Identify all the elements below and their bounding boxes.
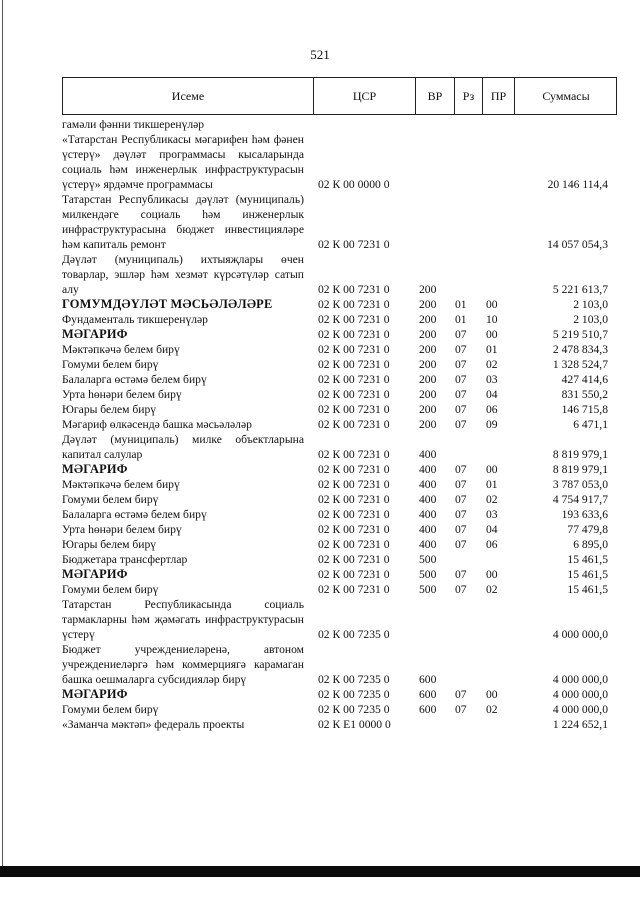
row-rz: 07 [455, 403, 467, 416]
row-vr: 200 [419, 283, 437, 296]
row-name: Урта һөнәри белем бирү [62, 388, 182, 401]
table-row [62, 552, 617, 567]
row-pr: 10 [486, 313, 498, 326]
row-pr: 02 [486, 703, 498, 716]
row-rz: 07 [455, 583, 467, 596]
row-vr: 600 [419, 688, 437, 701]
row-sum: 3 787 053,0 [552, 478, 608, 491]
row-sum: 5 221 613,7 [552, 283, 608, 296]
row-name: Мәгариф өлкәсендә башка мәсьәләләр [62, 418, 252, 431]
row-csr: 02 К 00 7231 0 [318, 313, 390, 326]
row-rz: 07 [455, 703, 467, 716]
row-vr: 500 [419, 553, 437, 566]
row-sum: 146 715,8 [561, 403, 608, 416]
row-pr: 03 [486, 373, 498, 386]
table-row [62, 297, 617, 312]
row-rz: 01 [455, 313, 467, 326]
row-vr: 500 [419, 568, 437, 581]
row-name: Фундаменталь тикшеренүләр [62, 313, 208, 326]
row-sum: 4 754 917,7 [552, 493, 608, 506]
scan-footer-bar [0, 866, 640, 877]
row-csr: 02 К 00 7231 0 [318, 343, 390, 356]
row-name: «Татарстан Республикасы мәгарифен һәм фәнен үстерү» дәүләт программасы кысаларында социаль һәм инженерлык инфраструктурасын үстерү» ярдәмче программасы [62, 133, 304, 191]
row-name: Гомуми белем бирү [62, 358, 159, 371]
row-name: ГОМУМДӘҮЛӘТ МӘСЬӘЛӘЛӘРЕ [62, 297, 273, 311]
row-csr: 02 К 00 7231 0 [318, 493, 390, 506]
header-sum: Суммасы [514, 78, 617, 114]
row-sum: 427 414,6 [561, 373, 608, 386]
row-csr: 02 К 00 7231 0 [318, 328, 390, 341]
table-row [62, 357, 617, 372]
row-name: Гомуми белем бирү [62, 583, 159, 596]
row-sum: 4 000 000,0 [552, 628, 608, 641]
row-name: Мәктәпкәчә белем бирү [62, 478, 180, 491]
row-name: Бюджетара трансфертлар [62, 553, 188, 566]
row-pr: 02 [486, 493, 498, 506]
row-vr: 600 [419, 673, 437, 686]
row-rz: 07 [455, 388, 467, 401]
row-csr: 02 К 00 7231 0 [318, 388, 390, 401]
row-csr: 02 К 00 7231 0 [318, 403, 390, 416]
row-rz: 07 [455, 463, 467, 476]
row-sum: 77 479,8 [567, 523, 608, 536]
row-rz: 07 [455, 478, 467, 491]
row-name: Югары белем бирү [62, 403, 157, 416]
row-pr: 06 [486, 403, 498, 416]
row-csr: 02 К 00 7231 0 [318, 538, 390, 551]
row-rz: 07 [455, 373, 467, 386]
row-sum: 1 224 652,1 [552, 718, 608, 731]
row-pr: 00 [486, 568, 498, 581]
row-vr: 200 [419, 388, 437, 401]
row-sum: 15 461,5 [567, 568, 608, 581]
table-row [62, 117, 617, 132]
table-row [62, 252, 617, 297]
row-pr: 02 [486, 583, 498, 596]
row-csr: 02 К 00 7235 0 [318, 703, 390, 716]
row-name: МӘГАРИФ [62, 687, 128, 701]
table-row [62, 417, 617, 432]
table-row [62, 477, 617, 492]
row-vr: 400 [419, 508, 437, 521]
page-number: 521 [310, 47, 330, 62]
row-pr: 06 [486, 538, 498, 551]
row-csr: 02 К 00 7231 0 [318, 523, 390, 536]
row-csr: 02 К 00 0000 0 [318, 178, 390, 191]
table-row [62, 492, 617, 507]
row-vr: 400 [419, 523, 437, 536]
table-row [62, 327, 617, 342]
table-row [62, 387, 617, 402]
row-csr: 02 К 00 7231 0 [318, 298, 390, 311]
row-csr: 02 К 00 7231 0 [318, 463, 390, 476]
table-row [62, 312, 617, 327]
row-name: Балаларга өстәмә белем бирү [62, 373, 207, 386]
row-rz: 07 [455, 508, 467, 521]
row-pr: 00 [486, 328, 498, 341]
row-csr: 02 К 00 7231 0 [318, 553, 390, 566]
row-csr: 02 К 00 7231 0 [318, 478, 390, 491]
row-vr: 200 [419, 313, 437, 326]
row-pr: 03 [486, 508, 498, 521]
row-csr: 02 К 00 7231 0 [318, 583, 390, 596]
row-name: МӘГАРИФ [62, 462, 128, 476]
header-rz: Рз [454, 78, 482, 114]
row-vr: 400 [419, 493, 437, 506]
row-sum: 8 819 979,1 [552, 448, 608, 461]
row-pr: 00 [486, 298, 498, 311]
row-csr: 02 К Е1 0000 0 [318, 718, 391, 731]
table-row [62, 537, 617, 552]
row-name: Гомуми белем бирү [62, 703, 159, 716]
table-row [62, 462, 617, 477]
table-row [62, 342, 617, 357]
row-pr: 09 [486, 418, 498, 431]
row-pr: 01 [486, 343, 498, 356]
table-row [62, 372, 617, 387]
header-vr: ВР [415, 78, 454, 114]
row-csr: 02 К 00 7235 0 [318, 688, 390, 701]
row-csr: 02 К 00 7231 0 [318, 448, 390, 461]
row-pr: 01 [486, 478, 498, 491]
table-row [62, 507, 617, 522]
row-rz: 07 [455, 568, 467, 581]
row-name: Дәүләт (муниципаль) ихтыяҗлары өчен товарлар, эшләр һәм хезмәт күрсәтүләр сатып алу [62, 253, 304, 296]
row-sum: 831 550,2 [561, 388, 608, 401]
row-rz: 07 [455, 688, 467, 701]
row-pr: 02 [486, 358, 498, 371]
row-csr: 02 К 00 7235 0 [318, 673, 390, 686]
table-row [62, 132, 617, 192]
row-csr: 02 К 00 7231 0 [318, 238, 390, 251]
row-name: Татарстан Республикасы дәүләт (муниципаль) милкендәге социаль һәм инженерлык инфраструктурасына бюджет инвестицияләре һәм капиталь ремонт [62, 193, 304, 251]
row-sum: 4 000 000,0 [552, 673, 608, 686]
row-name: МӘГАРИФ [62, 567, 128, 581]
scan-margin-line [2, 0, 3, 868]
row-vr: 400 [419, 538, 437, 551]
row-name: гамәли фәнни тикшеренүләр [62, 118, 205, 131]
row-rz: 07 [455, 343, 467, 356]
table-row [62, 402, 617, 417]
header-csr: ЦСР [313, 78, 415, 114]
row-sum: 20 146 114,4 [547, 178, 608, 191]
row-rz: 07 [455, 538, 467, 551]
table-row [62, 192, 617, 252]
row-csr: 02 К 00 7231 0 [318, 373, 390, 386]
row-sum: 1 328 524,7 [552, 358, 608, 371]
row-vr: 200 [419, 418, 437, 431]
row-vr: 500 [419, 583, 437, 596]
row-name: Мәктәпкәчә белем бирү [62, 343, 180, 356]
header-pr: ПР [482, 78, 514, 114]
row-vr: 600 [419, 703, 437, 716]
row-rz: 07 [455, 418, 467, 431]
row-name: Дәүләт (муниципаль) милке объектларына капитал салулар [62, 433, 304, 461]
row-sum: 2 478 834,3 [552, 343, 608, 356]
row-csr: 02 К 00 7231 0 [318, 283, 390, 296]
row-sum: 4 000 000,0 [552, 703, 608, 716]
row-sum: 193 633,6 [561, 508, 608, 521]
table-row [62, 522, 617, 537]
row-csr: 02 К 00 7235 0 [318, 628, 390, 641]
row-vr: 200 [419, 358, 437, 371]
row-rz: 07 [455, 493, 467, 506]
row-rz: 01 [455, 298, 467, 311]
table-row [62, 597, 617, 642]
row-name: Югары белем бирү [62, 538, 157, 551]
row-name: МӘГАРИФ [62, 327, 128, 341]
table-row [62, 702, 617, 717]
row-csr: 02 К 00 7231 0 [318, 418, 390, 431]
row-rz: 07 [455, 358, 467, 371]
row-rz: 07 [455, 523, 467, 536]
row-sum: 2 103,0 [573, 313, 608, 326]
row-name: «Заманча мәктәп» федераль проекты [62, 718, 245, 731]
row-pr: 00 [486, 463, 498, 476]
header-name: Исеме [171, 89, 205, 103]
row-vr: 400 [419, 463, 437, 476]
row-sum: 15 461,5 [567, 553, 608, 566]
row-rz: 07 [455, 328, 467, 341]
table-row [62, 642, 617, 687]
row-name: Гомуми белем бирү [62, 493, 159, 506]
row-sum: 6 471,1 [573, 418, 608, 431]
row-vr: 400 [419, 448, 437, 461]
row-sum: 8 819 979,1 [552, 463, 608, 476]
row-pr: 04 [486, 523, 498, 536]
row-pr: 00 [486, 688, 498, 701]
row-vr: 400 [419, 478, 437, 491]
row-csr: 02 К 00 7231 0 [318, 508, 390, 521]
row-vr: 200 [419, 373, 437, 386]
table-row [62, 432, 617, 462]
row-sum: 2 103,0 [573, 298, 608, 311]
row-sum: 5 219 510,7 [552, 328, 608, 341]
row-vr: 200 [419, 343, 437, 356]
row-name: Бюджет учреждениеләренә, автоном учреждениеләргә һәм коммерциягә карамаган башка оешмаларга субсидияләр бирү [62, 643, 304, 686]
table-row [62, 717, 617, 732]
table-row [62, 567, 617, 582]
row-vr: 200 [419, 328, 437, 341]
row-sum: 6 895,0 [573, 538, 608, 551]
row-name: Балаларга өстәмә белем бирү [62, 508, 207, 521]
row-sum: 15 461,5 [567, 583, 608, 596]
table-row [62, 582, 617, 597]
row-name: Урта һөнәри белем бирү [62, 523, 182, 536]
row-csr: 02 К 00 7231 0 [318, 568, 390, 581]
table-row [62, 687, 617, 702]
row-csr: 02 К 00 7231 0 [318, 358, 390, 371]
budget-table [62, 117, 617, 732]
table-header [62, 77, 617, 115]
row-pr: 04 [486, 388, 498, 401]
row-sum: 4 000 000,0 [552, 688, 608, 701]
row-vr: 200 [419, 403, 437, 416]
row-name: Татарстан Республикасында социаль тармакларны һәм җәмәгать инфраструктурасын үстерү [62, 598, 304, 641]
row-vr: 200 [419, 298, 437, 311]
row-sum: 14 057 054,3 [547, 238, 608, 251]
